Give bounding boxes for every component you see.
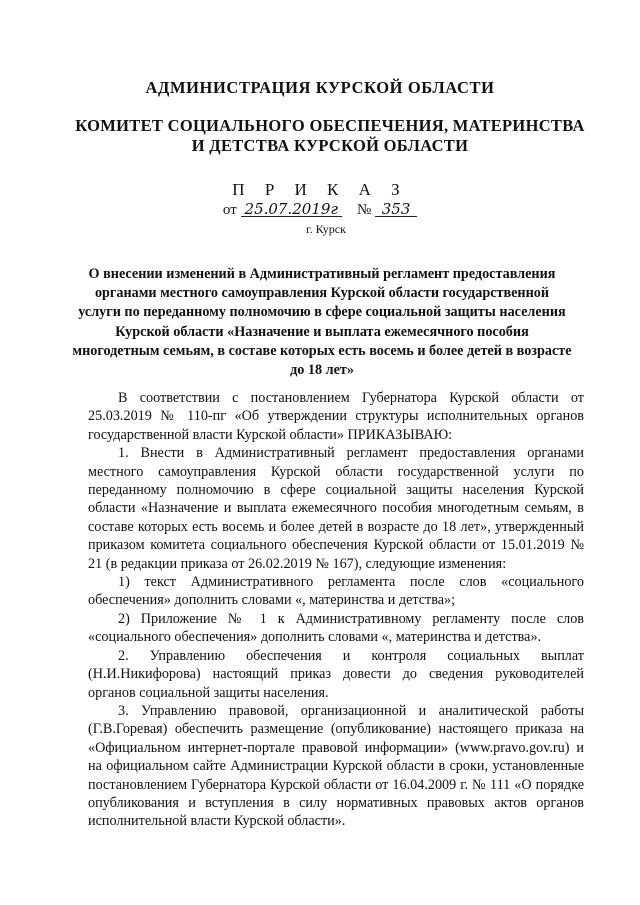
- date-prefix: от: [222, 202, 237, 218]
- handwritten-date: 25.07.2019г: [241, 202, 342, 217]
- committee-title-line-2: И ДЕТСТВА КУРСКОЙ ОБЛАСТИ: [191, 136, 469, 155]
- order-subject: О внесении изменений в Административный регламент предоставления органами местного самоуправления Курской области государственной услуги по переданному полномочию в сфере социальной защиты населения Курской области «Назначение и выплата ежемесячного пособия многодетным семьям, в составе которых есть восемь и более детей в возрасте до 18 лет»: [72, 266, 572, 379]
- body-paragraph-preamble: В соответствии с постановлением Губернатора Курской области от 25.03.2019 № 110-пг «Об утверждении структуры исполнительных органов государственной власти Курской области» ПРИКАЗЫВАЮ:: [88, 390, 584, 443]
- committee-title-line-1: КОМИТЕТ СОЦИАЛЬНОГО ОБЕСПЕЧЕНИЯ, МАТЕРИНСТВА: [75, 116, 585, 135]
- number-prefix: №: [357, 202, 372, 218]
- handwritten-number: 353: [375, 202, 417, 217]
- order-date-number-line: [0, 202, 640, 219]
- body-paragraph-item-2: 2. Управлению обеспечения и контроля социальных выплат (Н.И.Никифорова) настоящий приказ довести до сведения руководителей органов социальной защиты населения.: [88, 647, 584, 701]
- body-paragraph-item-1: 1. Внести в Административный регламент предоставления органами местного самоуправления Курской области государственной услуги по переданному полномочию в сфере социальной защиты населения Курской области «Назначение и выплата ежемесячного пособия многодетным семьям, в составе которых есть восемь и более детей в возрасте до 18 лет», утвержденный приказом комитета социального обеспечения Курской области от 15.01.2019 № 21 (в редакции приказа от 26.02.2019 № 167), следующие изменения:: [88, 445, 584, 572]
- order-body: [88, 389, 584, 831]
- body-paragraph-subitem-2: 2) Приложение № 1 к Административному регламенту после слов «социального обеспечения» дополнить словами «, материнства и детства».: [88, 610, 584, 646]
- body-paragraph-item-3: 3. Управлению правовой, организационной и аналитической работы (Г.В.Горевая) обеспечить размещение (опубликование) настоящего приказа на «Официальном интернет-портале правовой информации» (www.pravo.gov.ru) и на официальном сайте Администрации Курской области в сроки, установленные постановлением Губернатора Курской области от 16.04.2009 г. № 111 «О порядке опубликования и вступления в силу нормативных правовых актов органов исполнительной власти Курской области».: [88, 702, 584, 830]
- body-paragraph-subitem-1: 1) текст Административного регламента после слов «социального обеспечения» дополнить словами «, материнства и детства»;: [88, 574, 584, 609]
- organization-title: АДМИНИСТРАЦИЯ КУРСКОЙ ОБЛАСТИ: [145, 78, 495, 97]
- committee-title: [60, 116, 600, 156]
- city-label: г. Курск: [306, 222, 346, 236]
- order-heading: П Р И К А З: [232, 180, 408, 199]
